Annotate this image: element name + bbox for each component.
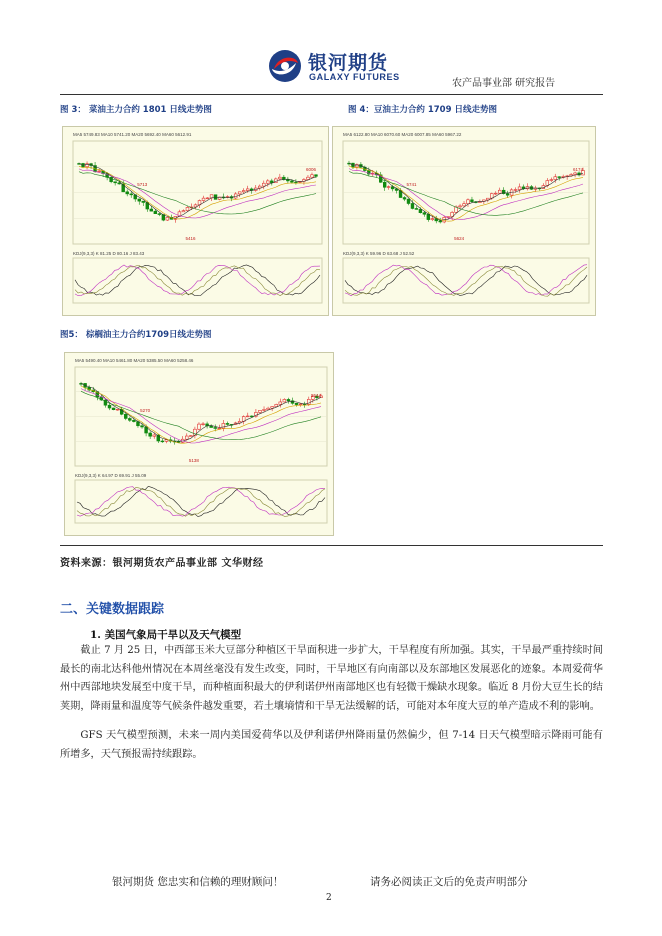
candle-body <box>467 200 470 204</box>
figure-4-caption: 图 4：豆油主力合约 1709 日线走势图 <box>348 105 497 115</box>
candle-body <box>246 189 249 191</box>
chart-high-label: 6006 <box>306 167 317 172</box>
candle-body <box>154 211 157 214</box>
rapeseed-oil-kline-chart <box>62 126 329 316</box>
paragraph-drought: 截止 7 月 25 日，中西部玉米大豆部分种植区干旱面积进一步扩大，干旱程度有所加强。其实，干旱最严重持续时间最长的南北达科他州情况在本周丝毫没有发生改变，同时，干旱地区有向南部以及东部地区发展恶化的迹象。本周爱荷华州中西部地块发展至中度干旱，而种植面积最大的伊利诺伊州南部地区也有轻微干燥缺水现象。临近 8 月份大豆生长的结荚期，降雨量和温度等气候条件越发重要，若土壤墒情和干旱无法缓解的话，可能对本年度大豆的单产造成不利的影响。 <box>60 645 603 712</box>
subsection-title: 1. 美国气象局干旱以及天气模型 <box>90 629 242 641</box>
logo-chinese-name: 银河期货 <box>308 52 389 74</box>
candle-body <box>514 190 517 191</box>
chart-low-label: 5138 <box>188 458 199 463</box>
candle-body <box>185 436 188 439</box>
candle-body <box>98 171 101 172</box>
candle-body <box>246 416 249 417</box>
candle-body <box>166 217 169 220</box>
candle-body <box>494 193 497 194</box>
candle-body <box>431 219 434 220</box>
candle-body <box>423 213 426 215</box>
candle-body <box>226 423 229 424</box>
candle-body <box>114 182 117 183</box>
candle-body <box>550 180 553 181</box>
candle-body <box>138 199 141 201</box>
candle-body <box>407 199 410 203</box>
candle-body <box>202 198 205 200</box>
candle-body <box>132 420 135 421</box>
candle-body <box>116 409 119 410</box>
candle-body <box>110 177 113 181</box>
moving-average-line <box>81 391 321 440</box>
moving-average-line <box>81 383 321 441</box>
candle-body <box>189 436 192 437</box>
candle-body <box>275 404 278 406</box>
paragraph-gfs: GFS 天气模型预测，未来一周内美国爱荷华以及伊利诺伊州降雨量仍然偏少，但 7-14 日天气模型暗示降雨可能有所增多，天气预报需持续跟踪。 <box>60 730 603 760</box>
chart-ma-legend: MA5 6122.80 MA10 6070.60 MA20 6007.85 MA60 5967.22 <box>343 132 462 137</box>
footer-slogan: 银河期货 您忠实和信赖的理财顾问！ <box>112 876 284 888</box>
kdj-line <box>75 266 320 296</box>
candle-body <box>459 206 462 207</box>
candle-body <box>112 408 115 410</box>
candle-body <box>222 423 225 428</box>
candle-body <box>286 179 289 181</box>
candle-body <box>463 204 466 206</box>
candle-body <box>242 191 245 192</box>
chart-high-label: 5544 <box>311 393 322 398</box>
logo-english-name: GALAXY FUTURES <box>309 72 400 82</box>
candle-body <box>150 209 153 211</box>
candle-body <box>290 181 293 182</box>
galaxy-logo-icon <box>268 49 302 83</box>
candle-body <box>271 407 274 409</box>
candle-body <box>153 435 156 436</box>
candle-body <box>415 208 418 209</box>
candle-body <box>307 177 310 179</box>
candle-body <box>158 214 161 215</box>
candle-body <box>299 404 302 405</box>
moving-average-line <box>81 389 321 443</box>
candle-body <box>263 409 266 410</box>
candle-body <box>427 214 430 219</box>
candle-body <box>506 194 509 196</box>
candle-body <box>182 211 185 212</box>
palm-oil-kline-chart <box>64 352 334 536</box>
candle-body <box>439 221 442 222</box>
candle-body <box>282 177 285 179</box>
soybean-oil-kline-chart <box>332 126 596 316</box>
figure-5-caption: 图5： 棕榈油主力合约1709日线走势图 <box>60 330 212 340</box>
chart-high-label: 6174 <box>573 167 584 172</box>
candle-body <box>518 187 521 190</box>
chart-kdj-legend: KDJ(9,3,3) K 81.25 D 80.16 J 83.43 <box>73 251 145 256</box>
candle-body <box>259 410 262 412</box>
candle-body <box>141 426 144 427</box>
candle-body <box>403 198 406 200</box>
candle-body <box>266 181 269 183</box>
source-divider <box>60 545 603 546</box>
chart-mid-label: 5713 <box>137 182 148 187</box>
candle-body <box>574 173 577 175</box>
moving-average-line <box>349 163 583 220</box>
chart-mid-label: 5270 <box>140 408 151 413</box>
candle-body <box>278 177 281 179</box>
candle-body <box>128 418 131 420</box>
chart-ma-legend: MA5 5749.83 MA10 5741.20 MA20 5692.40 MA60 5612.91 <box>73 132 192 137</box>
candle-body <box>214 195 217 200</box>
section-title: 二、关键数据跟踪 <box>60 602 165 617</box>
moving-average-line <box>81 386 321 444</box>
candle-body <box>546 181 549 186</box>
candle-body <box>177 442 180 443</box>
candle-body <box>165 440 168 442</box>
candle-body <box>267 408 270 409</box>
data-source: 资料来源：银河期货农产品事业部 文华财经 <box>60 558 264 569</box>
candle-body <box>149 433 152 436</box>
department-label: 农产品事业部 研究报告 <box>452 78 556 89</box>
chart-kdj-legend: KDJ(9,3,3) K 59.96 D 63.68 J 52.52 <box>343 251 415 256</box>
candle-body <box>295 403 298 404</box>
header-divider <box>60 94 603 95</box>
candle-body <box>142 201 145 202</box>
chart-mid-label: 5741 <box>406 182 417 187</box>
candle-body <box>214 427 217 428</box>
candle-body <box>471 200 474 202</box>
page-number: 2 <box>326 893 332 903</box>
chart-low-label: 5416 <box>185 236 196 241</box>
kdj-line <box>345 266 587 296</box>
candle-body <box>210 426 213 428</box>
candle-body <box>411 203 414 208</box>
candle-body <box>262 183 265 186</box>
candle-body <box>202 424 205 425</box>
candle-body <box>287 399 290 400</box>
candle-body <box>186 207 189 210</box>
candle-body <box>238 192 241 194</box>
candle-body <box>161 441 164 442</box>
candle-body <box>206 198 209 199</box>
moving-average-line <box>79 169 316 218</box>
candle-body <box>279 402 282 404</box>
candle-body <box>554 177 557 180</box>
candle-body <box>419 209 422 212</box>
candle-body <box>558 177 561 178</box>
footer-disclaimer: 请务必阅读正文后的免责声明部分 <box>370 876 528 888</box>
moving-average-line <box>349 166 583 221</box>
candle-body <box>218 428 221 429</box>
candle-body <box>283 399 286 401</box>
candle-body <box>311 175 314 177</box>
candle-body <box>315 175 318 177</box>
figure-3-caption: 图 3： 菜油主力合约 1801 日线走势图 <box>60 105 212 115</box>
moving-average-line <box>349 169 583 220</box>
chart-ma-legend: MA5 5490.40 MA10 5461.80 MA20 5385.50 MA60 5258.46 <box>75 358 194 363</box>
candle-body <box>498 190 501 193</box>
chart-low-label: 5624 <box>454 236 465 241</box>
chart-kdj-legend: KDJ(9,3,3) K 64.97 D 69.91 J 55.09 <box>75 473 147 478</box>
candle-body <box>126 192 129 194</box>
candle-body <box>383 182 386 187</box>
candle-body <box>198 424 201 429</box>
candle-body <box>157 435 160 441</box>
candle-body <box>86 164 89 167</box>
candle-body <box>130 194 133 195</box>
candle-body <box>118 183 121 184</box>
candle-body <box>108 405 111 408</box>
moving-average-line <box>79 164 316 219</box>
candle-body <box>124 414 127 418</box>
candle-body <box>387 187 390 188</box>
